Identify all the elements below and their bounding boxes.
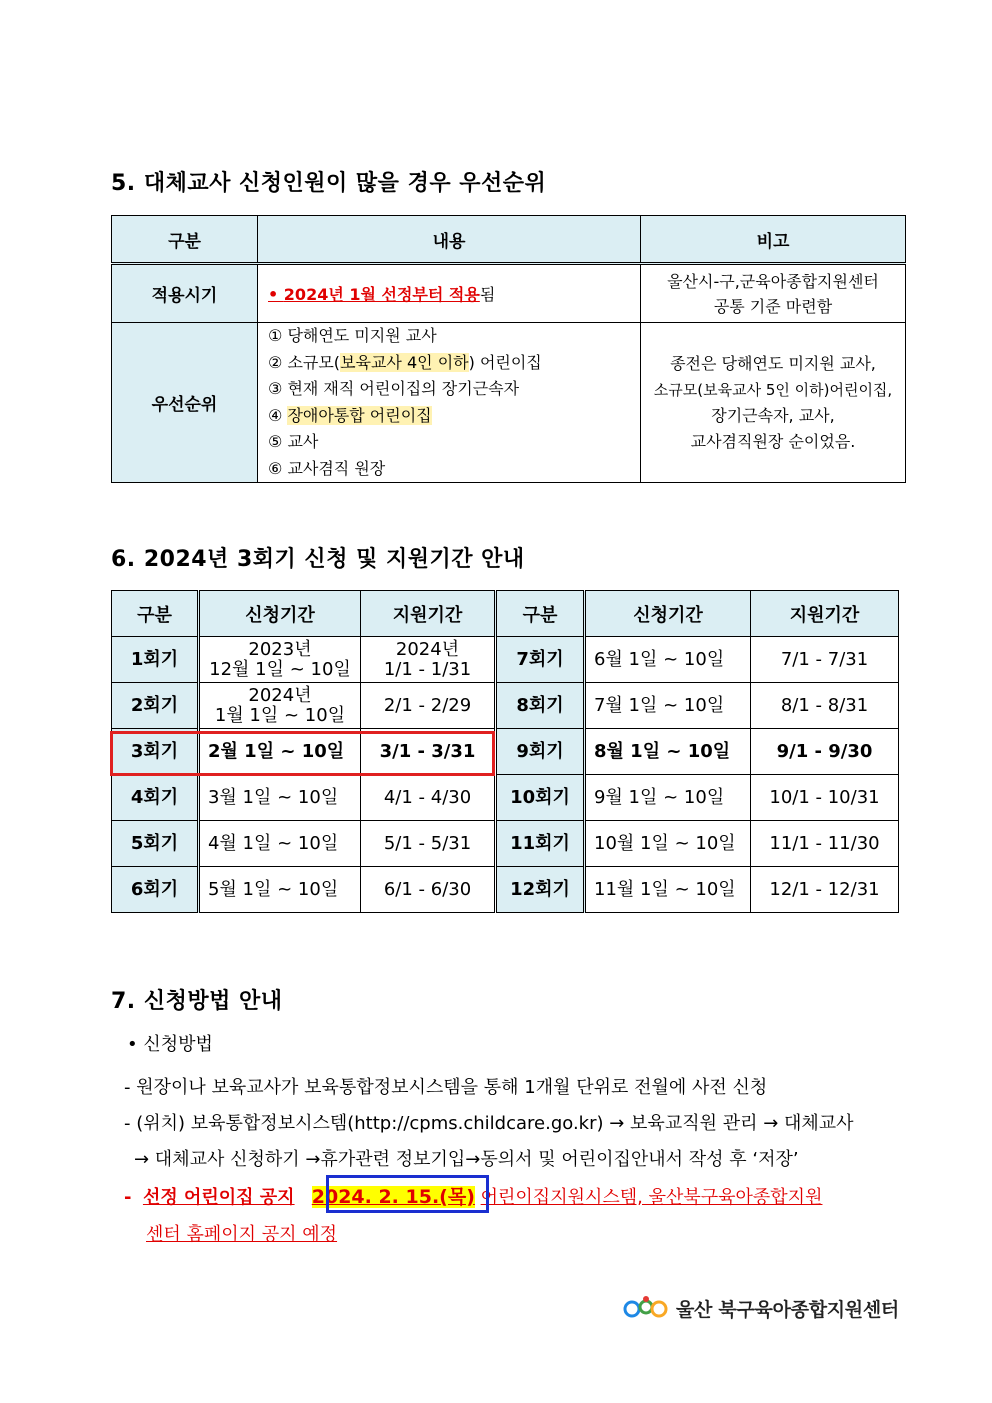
item-highlight: 장애아통합 어린이집 <box>287 405 432 425</box>
notice-line-2: 센터 홈페이지 공지 예정 <box>146 1224 338 1245</box>
notice-dash: - <box>124 1187 132 1208</box>
apply-period-line: 9월 1일 ~ 10일 <box>594 787 725 808</box>
apply-period <box>585 775 751 821</box>
list-item <box>268 376 640 403</box>
support-period-line: 12/1 - 12/31 <box>769 879 880 900</box>
support-period-line: 8/1 - 8/31 <box>780 695 869 716</box>
support-period-line: 2024년 <box>395 638 460 660</box>
round-label-line: 4회기 <box>130 787 179 808</box>
header-round: 구분 <box>112 591 199 637</box>
support-period <box>361 867 496 913</box>
item-text: 현재 재직 어린이집의 장기근속자 <box>287 379 520 398</box>
apply-period <box>199 683 361 729</box>
list-item <box>268 429 640 456</box>
support-period <box>751 867 899 913</box>
apply-period-line: 10월 1일 ~ 10일 <box>594 833 736 854</box>
method-line: → 대체교사 신청하기 →휴가관련 정보기입→동의서 및 어린이집안내서 작성 후 ‘저장’ <box>134 1149 799 1170</box>
bullet: • <box>268 285 284 304</box>
round-label-line: 6회기 <box>130 879 179 900</box>
apply-period-line: 2024년 <box>248 684 312 706</box>
apply-period-line: 1월 1일 ~ 10일 <box>214 704 346 726</box>
round-label-line: 9회기 <box>516 741 564 762</box>
item-number: ⑤ <box>268 432 283 451</box>
apply-period-line: 6월 1일 ~ 10일 <box>594 649 725 670</box>
item-number: ⑥ <box>268 458 283 478</box>
row-label: 우선순위 <box>112 323 258 483</box>
note-line: 장기근속자, 교사, <box>711 405 835 425</box>
table-row <box>112 729 899 775</box>
round-label-line: 8회기 <box>516 695 564 716</box>
item-text: 당해연도 미지원 교사 <box>287 326 437 345</box>
support-period-line: 2/1 - 2/29 <box>383 695 472 716</box>
note-line: 종전은 당해연도 미지원 교사, <box>670 353 876 373</box>
method-line: - (위치) 보육통합정보시스템(http://cpms.childcare.go.kr) → 보육교직원 관리 → 대체교사 <box>124 1113 854 1134</box>
note-line: 울산시-구,군육아종합지원센터 <box>667 271 879 291</box>
note-line: 교사겸직원장 순이었음. <box>690 431 856 451</box>
table-row <box>112 867 899 913</box>
section6-title: 6. 2024년 3회기 신청 및 지원기간 안내 <box>111 547 525 572</box>
round-label-line: 2회기 <box>130 695 179 716</box>
priority-table <box>111 215 906 483</box>
item-number: ③ <box>268 379 283 398</box>
notice-line <box>124 1182 822 1209</box>
round-label <box>112 729 199 775</box>
apply-period <box>199 821 361 867</box>
support-period-line: 9/1 - 9/30 <box>776 741 873 762</box>
round-label <box>112 637 199 683</box>
apply-period-line: 3월 1일 ~ 10일 <box>208 787 339 808</box>
round-label <box>496 775 585 821</box>
table-row <box>112 264 906 323</box>
round-label <box>496 821 585 867</box>
apply-period-line: 7월 1일 ~ 10일 <box>594 695 725 716</box>
header-content: 내용 <box>258 216 641 264</box>
support-period-line: 10/1 - 10/31 <box>769 787 880 808</box>
apply-period <box>585 729 751 775</box>
priority-list <box>258 323 641 483</box>
header-apply-period: 신청기간 <box>199 591 361 637</box>
round-label-line: 12회기 <box>510 879 570 900</box>
table-row <box>112 683 899 729</box>
support-period <box>751 821 899 867</box>
item-text: 소규모( <box>287 352 341 372</box>
apply-period-suffix: 됨 <box>479 285 496 304</box>
item-number: ① <box>268 326 283 345</box>
list-item <box>268 350 640 377</box>
item-number: ② <box>268 352 283 372</box>
apply-period <box>585 637 751 683</box>
apply-period <box>199 775 361 821</box>
round-label <box>496 867 585 913</box>
round-label <box>112 683 199 729</box>
support-period-line: 4/1 - 4/30 <box>383 787 472 808</box>
apply-period <box>585 683 751 729</box>
round-label <box>496 683 585 729</box>
logo-icon <box>622 1293 670 1323</box>
support-period <box>361 683 496 729</box>
support-period <box>751 729 899 775</box>
round-label <box>112 775 199 821</box>
row-label: 적용시기 <box>112 264 258 323</box>
support-period <box>751 637 899 683</box>
support-period <box>361 775 496 821</box>
item-number: ④ <box>268 405 283 425</box>
method-bullet: • 신청방법 <box>127 1034 213 1055</box>
apply-period-line: 12월 1일 ~ 10일 <box>209 658 351 680</box>
section5-title: 5. 대체교사 신청인원이 많을 경우 우선순위 <box>111 171 547 196</box>
list-item <box>268 323 640 350</box>
round-label <box>496 729 585 775</box>
support-period <box>751 775 899 821</box>
header-round: 구분 <box>496 591 585 637</box>
note-line: 소규모(보육교사 5인 이하)어린이집, <box>653 380 893 399</box>
round-label-line: 3회기 <box>130 741 179 762</box>
item-highlight: 보육교사 4인 이하 <box>340 352 469 372</box>
note-line: 공통 기준 마련함 <box>713 296 833 316</box>
apply-period-line: 2023년 <box>248 638 312 660</box>
support-period <box>361 729 496 775</box>
item-text: 교사 <box>287 432 319 451</box>
support-period-line: 5/1 - 5/31 <box>383 833 472 854</box>
table-row <box>112 637 899 683</box>
center-logo <box>622 1293 899 1323</box>
schedule-table-header <box>112 591 899 637</box>
method-line: - 원장이나 보육교사가 보육통합정보시스템을 통해 1개월 단위로 전월에 사전 신청 <box>124 1077 768 1098</box>
support-period <box>361 637 496 683</box>
apply-period <box>199 637 361 683</box>
apply-period <box>199 729 361 775</box>
apply-period-highlight: 2024년 1월 선정부터 적용 <box>283 285 480 304</box>
apply-period-content <box>258 264 641 323</box>
notice-date: 2024. 2. 15.(목) <box>311 1186 475 1208</box>
list-item <box>268 403 640 430</box>
priority-note <box>641 323 906 483</box>
notice-rest: 어린이집지원시스템, 울산북구육아종합지원 <box>480 1187 823 1208</box>
support-period-line: 11/1 - 11/30 <box>769 833 880 854</box>
item-text: 교사겸직 원장 <box>287 458 386 478</box>
header-category: 구분 <box>112 216 258 264</box>
priority-table-header <box>112 216 906 264</box>
header-note: 비고 <box>641 216 906 264</box>
apply-period-line: 8월 1일 ~ 10일 <box>594 741 731 762</box>
apply-period-line: 2월 1일 ~ 10일 <box>208 741 345 762</box>
header-apply-period: 신청기간 <box>585 591 751 637</box>
table-row <box>112 323 906 483</box>
header-support-period: 지원기간 <box>361 591 496 637</box>
apply-period <box>585 867 751 913</box>
round-label-line: 1회기 <box>130 649 179 670</box>
apply-period-line: 5월 1일 ~ 10일 <box>208 879 339 900</box>
round-label-line: 11회기 <box>510 833 570 854</box>
table-row <box>112 821 899 867</box>
list-item <box>268 456 640 483</box>
support-period <box>361 821 496 867</box>
apply-period <box>585 821 751 867</box>
support-period-line: 7/1 - 7/31 <box>780 649 869 670</box>
header-support-period: 지원기간 <box>751 591 899 637</box>
support-period-line: 1/1 - 1/31 <box>383 658 472 680</box>
support-period-line: 6/1 - 6/30 <box>383 879 472 900</box>
apply-period-line: 11월 1일 ~ 10일 <box>594 879 736 900</box>
support-period-line: 3/1 - 3/31 <box>379 741 476 762</box>
round-label <box>112 867 199 913</box>
notice-label: 선정 어린이집 공지 <box>142 1187 295 1208</box>
apply-period-line: 4월 1일 ~ 10일 <box>208 833 339 854</box>
round-label-line: 5회기 <box>130 833 179 854</box>
apply-period-note <box>641 264 906 323</box>
round-label <box>496 637 585 683</box>
round-label <box>112 821 199 867</box>
apply-period <box>199 867 361 913</box>
item-text: ) 어린이집 <box>468 352 542 372</box>
round-label-line: 10회기 <box>510 787 570 808</box>
round-label-line: 7회기 <box>516 649 564 670</box>
schedule-table <box>111 590 899 913</box>
section7-title: 7. 신청방법 안내 <box>111 989 283 1014</box>
table-row <box>112 775 899 821</box>
logo-text: 울산 북구육아종합지원센터 <box>676 1298 899 1321</box>
support-period <box>751 683 899 729</box>
